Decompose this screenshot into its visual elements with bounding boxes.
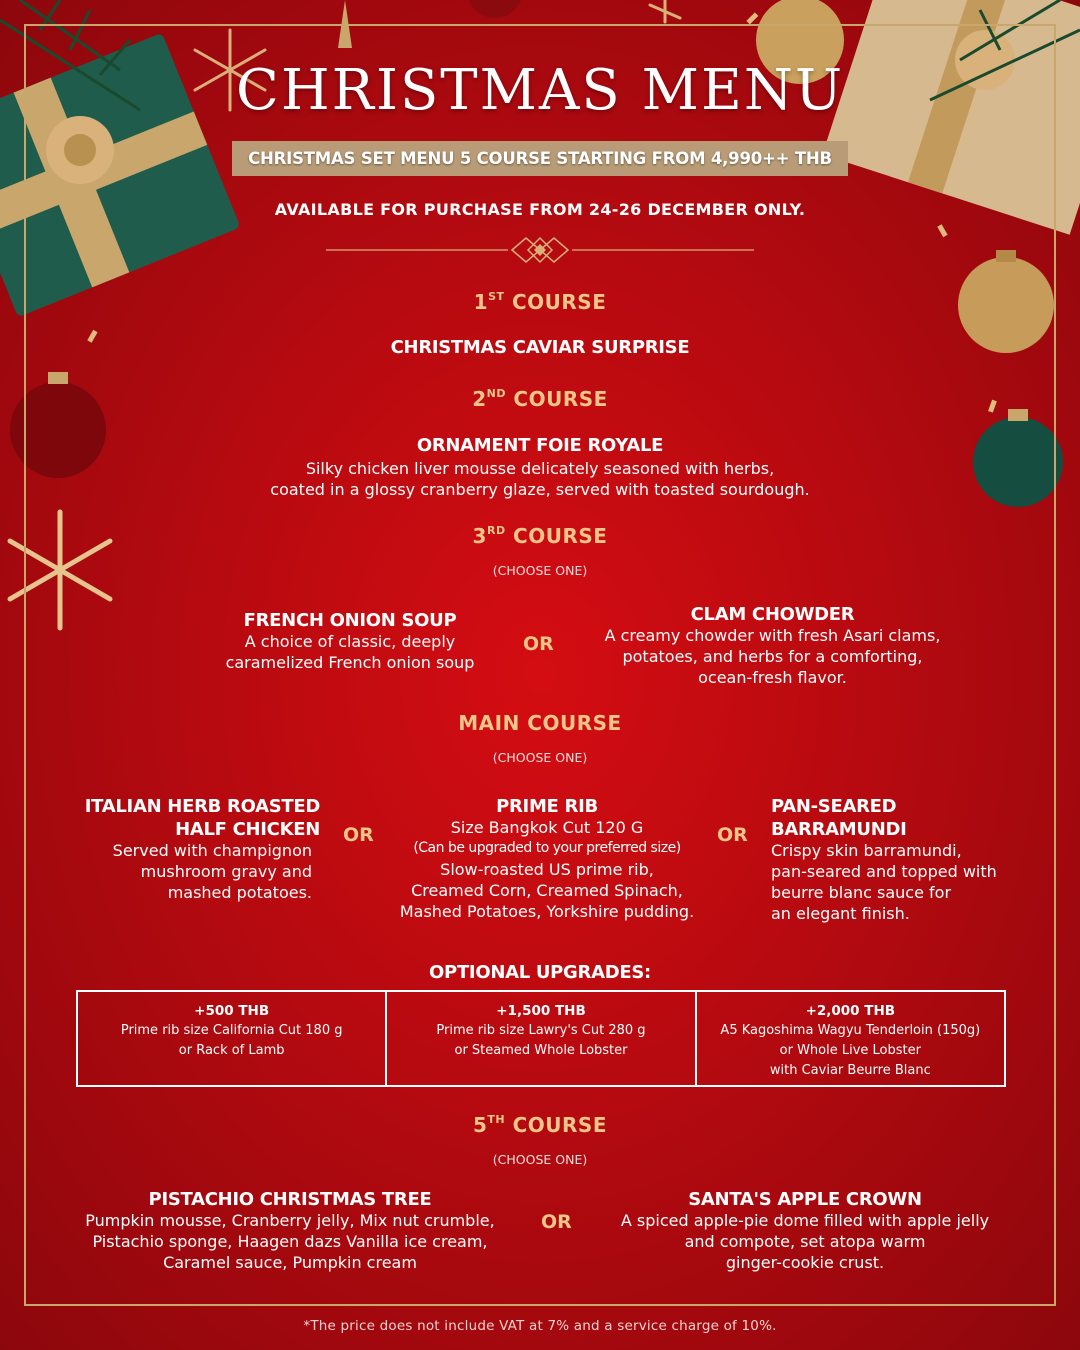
upgrade-line: or Rack of Lamb — [178, 1043, 285, 1058]
course-3-choose-one: (CHOOSE ONE) — [492, 563, 588, 578]
upgrade-line: Prime rib size Lawry's Cut 280 g — [436, 1023, 646, 1038]
course-label: COURSE — [511, 290, 607, 314]
course-number: 5 — [473, 1113, 488, 1137]
upgrade-price: +2,000 THB — [805, 1003, 896, 1019]
dish-name: FRENCH ONION SOUP — [243, 610, 457, 631]
description-line: A creamy chowder with fresh Asari clams, — [604, 626, 941, 645]
main-option-right — [771, 796, 1041, 924]
optional-upgrades-title: OPTIONAL UPGRADES: — [429, 962, 651, 983]
description-line: (Can be upgraded to your preferred size) — [413, 840, 681, 856]
course-ordinal: TH — [487, 1113, 506, 1126]
course-5-heading — [0, 1113, 1080, 1137]
description-line: an elegant finish. — [771, 904, 910, 923]
or-separator: OR — [541, 1211, 572, 1233]
divider-ornament — [326, 238, 754, 262]
course-2-dish: ORNAMENT FOIE ROYALE — [416, 435, 664, 456]
description-line: Slow-roasted US prime rib, — [440, 860, 654, 879]
description-line: ocean-fresh flavor. — [698, 668, 847, 687]
upgrade-cell — [697, 992, 1004, 1085]
description-line: Size Bangkok Cut 120 G — [450, 818, 644, 837]
description-line: and compote, set atopa warm — [684, 1232, 926, 1251]
course-ordinal: ST — [488, 290, 505, 303]
upgrade-cell — [78, 992, 387, 1085]
course-number: 2 — [472, 387, 487, 411]
dish-name: HALF CHICKEN — [175, 819, 320, 840]
description-line: ginger-cookie crust. — [725, 1253, 885, 1272]
dish-name: CLAM CHOWDER — [690, 604, 855, 625]
dish-name: BARRAMUNDI — [771, 819, 907, 840]
dish-name: SANTA'S APPLE CROWN — [688, 1189, 922, 1210]
course-5-option-left — [60, 1189, 520, 1273]
description-line: Crispy skin barramundi, — [771, 841, 962, 860]
course-5-option-right — [595, 1189, 1015, 1273]
description-line: Silky chicken liver mousse delicately seasoned with herbs, — [305, 459, 775, 478]
upgrade-price: +1,500 THB — [496, 1003, 586, 1019]
upgrade-line: Prime rib size California Cut 180 g — [120, 1023, 343, 1038]
upgrade-line: A5 Kagoshima Wagyu Tenderloin (150g) — [720, 1023, 981, 1038]
price-footnote: *The price does not include VAT at 7% and a service charge of 10%. — [303, 1318, 777, 1334]
upgrade-line: or Steamed Whole Lobster — [454, 1043, 628, 1058]
course-3-option-left — [200, 610, 500, 673]
or-separator: OR — [523, 633, 554, 655]
course-label: COURSE — [513, 387, 608, 411]
course-2-heading — [0, 387, 1080, 411]
course-2-description — [0, 458, 1080, 500]
ornament-icon — [467, 0, 523, 18]
description-line: coated in a glossy cranberry glaze, served with toasted sourdough. — [270, 480, 810, 499]
course-number: 1 — [473, 290, 489, 314]
star-icon — [338, 0, 352, 48]
main-course-heading: MAIN COURSE — [458, 711, 622, 735]
description-line: Served with champignon — [112, 841, 312, 860]
course-ordinal: RD — [486, 524, 506, 537]
description-line: A spiced apple-pie dome filled with apple jelly — [620, 1211, 990, 1230]
page-title: CHRISTMAS MENU — [235, 58, 845, 123]
or-separator: OR — [717, 824, 748, 846]
course-1-dish: CHRISTMAS CAVIAR SURPRISE — [390, 337, 690, 358]
dish-name: ITALIAN HERB ROASTED — [84, 796, 320, 817]
description-line: Mashed Potatoes, Yorkshire pudding. — [399, 902, 695, 921]
upgrade-price: +500 THB — [194, 1003, 270, 1019]
main-course-choose-one: (CHOOSE ONE) — [492, 750, 588, 765]
upgrade-line: with Caviar Beurre Blanc — [769, 1063, 931, 1078]
course-3-heading — [0, 524, 1080, 548]
main-option-left — [70, 796, 320, 903]
set-menu-banner: CHRISTMAS SET MENU 5 COURSE STARTING FROM 4,990++ THB — [232, 141, 848, 176]
description-line: potatoes, and herbs for a comforting, — [622, 647, 923, 666]
availability-text: AVAILABLE FOR PURCHASE FROM 24-26 DECEMBER ONLY. — [274, 200, 806, 219]
upgrade-cell — [387, 992, 696, 1085]
description-line: Caramel sauce, Pumpkin cream — [163, 1253, 417, 1272]
course-label: COURSE — [512, 1113, 607, 1137]
snowflake-icon — [650, 0, 680, 22]
main-option-center — [382, 796, 712, 922]
course-ordinal: ND — [486, 387, 506, 400]
dish-name: PISTACHIO CHRISTMAS TREE — [148, 1189, 432, 1210]
description-line: beurre blanc sauce for — [771, 883, 952, 902]
description-line: Pistachio sponge, Haagen dazs Vanilla ice cream, — [92, 1232, 488, 1251]
course-label: COURSE — [513, 524, 608, 548]
description-line: pan-seared and topped with — [771, 862, 997, 881]
or-separator: OR — [343, 824, 374, 846]
upgrade-line: or Whole Live Lobster — [779, 1043, 921, 1058]
dish-name: PRIME RIB — [496, 796, 598, 817]
description-line: mashed potatoes. — [167, 883, 312, 902]
course-number: 3 — [472, 524, 487, 548]
dish-name: PAN-SEARED — [771, 796, 897, 817]
course-1-heading — [0, 290, 1080, 314]
description-line: Pumpkin mousse, Cranberry jelly, Mix nut crumble, — [85, 1211, 495, 1230]
course-5-choose-one: (CHOOSE ONE) — [492, 1152, 588, 1167]
description-line: mushroom gravy and — [140, 862, 312, 881]
course-3-option-right — [580, 604, 965, 688]
description-line: A choice of classic, deeply — [244, 632, 456, 651]
upgrades-table — [76, 990, 1006, 1087]
description-line: caramelized French onion soup — [225, 653, 475, 672]
description-line: Creamed Corn, Creamed Spinach, — [411, 881, 683, 900]
